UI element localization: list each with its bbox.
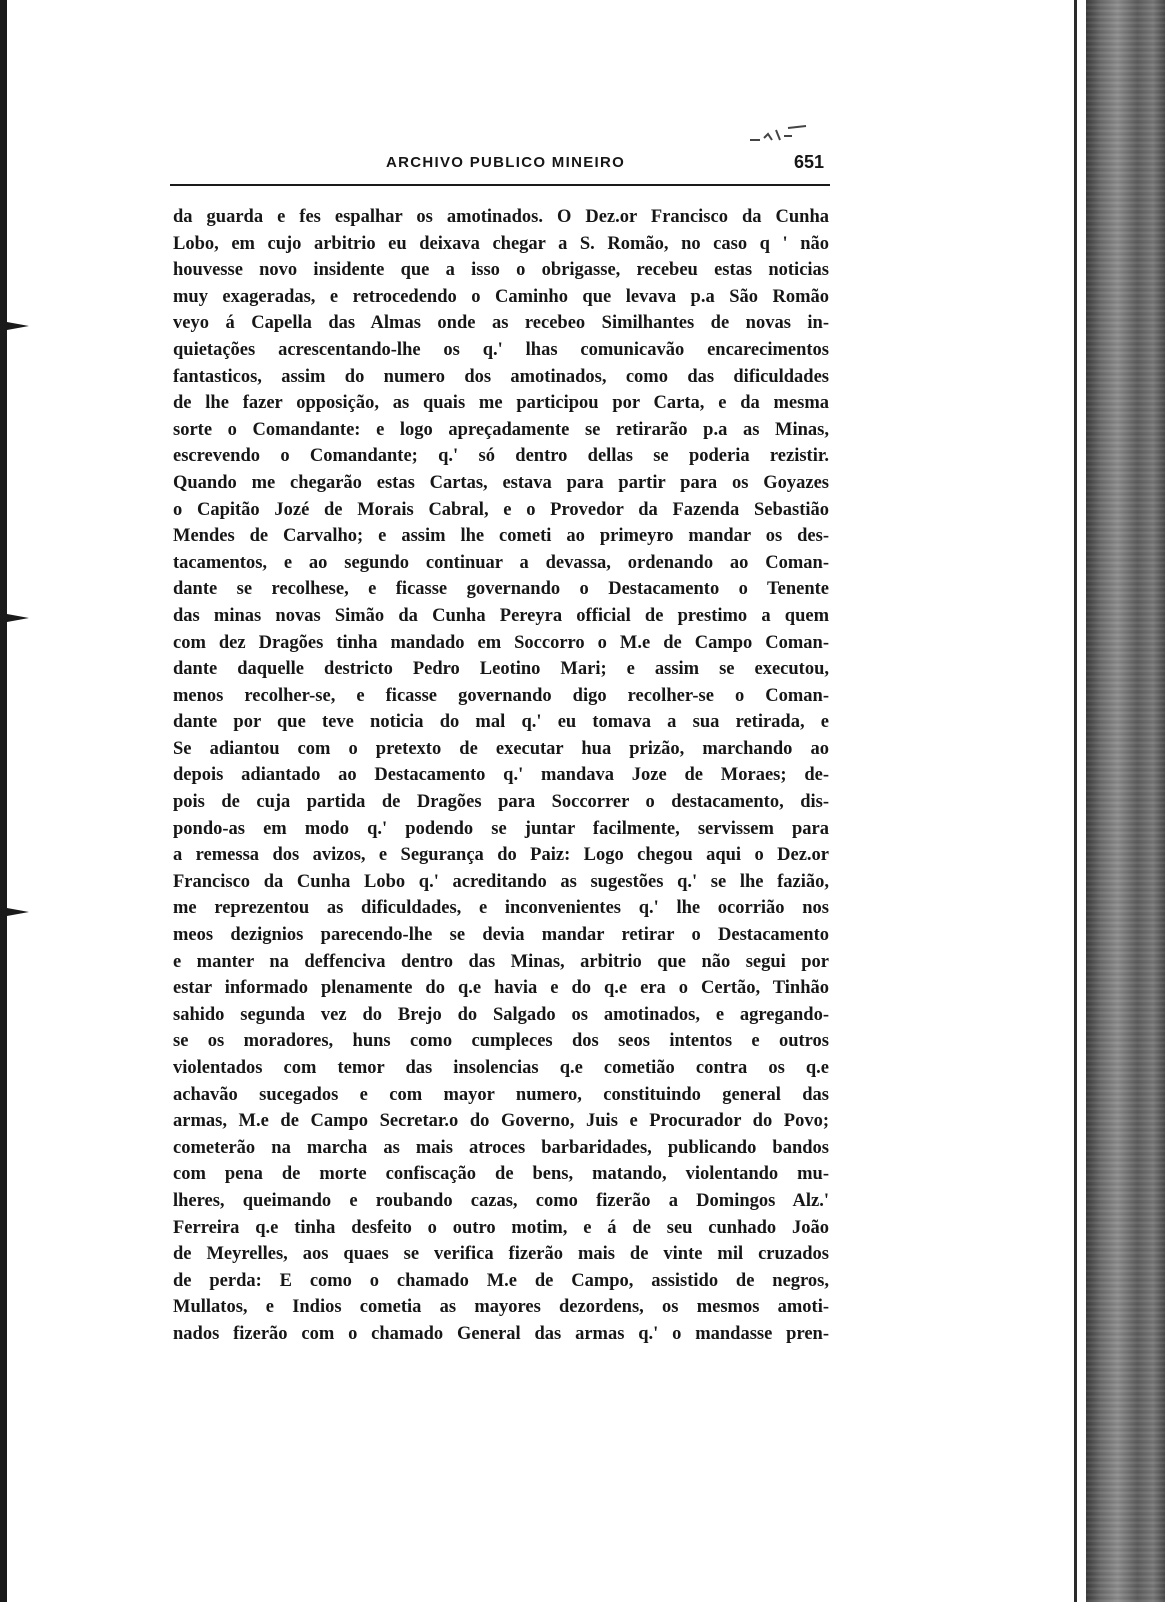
header-rule — [170, 184, 830, 186]
page-header — [170, 150, 828, 180]
text-line: dante se recolhese, e ficasse governando o Destacamento o Tenente — [173, 579, 829, 600]
text-line: se os moradores, huns como cumpleces dos seos intentos e outros — [173, 1031, 829, 1052]
text-line: sahido segunda vez do Brejo do Salgado os amotinados, e agregando- — [173, 1004, 829, 1025]
text-line: achavão sucegados e com mayor numero, constituindo general das — [173, 1084, 829, 1105]
scan-binding-line — [1074, 0, 1077, 1602]
text-line: nados fizerão com o chamado General das armas q.' o mandasse pren- — [173, 1323, 829, 1344]
text-line: Mendes de Carvalho; e assim lhe cometi ao primeyro mandar os des- — [173, 526, 829, 547]
text-line: escrevendo o Comandante; q.' só dentro dellas se poderia rezistir. — [173, 446, 829, 467]
text-line: sorte o Comandante: e logo apreçadamente se retirarão p.a as Minas, — [173, 419, 829, 440]
text-line: a remessa dos avizos, e Segurança do Paiz: Logo chegou aqui o Dez.or — [173, 845, 829, 866]
text-line: tacamentos, e ao segundo continuar a devassa, ordenando ao Coman- — [173, 552, 829, 573]
text-line: de Meyrelles, aos quaes se verifica fizerão mais de vinte mil cruzados — [173, 1244, 829, 1265]
text-line: armas, M.e de Campo Secretar.o do Governo, Juis e Procurador do Povo; — [173, 1111, 829, 1132]
text-line: com pena de morte confiscação de bens, matando, violentando mu- — [173, 1164, 829, 1185]
text-line: houvesse novo insidente que a isso o obrigasse, recebeu estas noticias — [173, 260, 829, 281]
text-line: Francisco da Cunha Lobo q.' acreditando as sugestões q.' se lhe fazião, — [173, 871, 829, 892]
scan-left-edge — [0, 0, 7, 1602]
text-line: pondo-as em modo q.' podendo se juntar facilmente, servissem para — [173, 818, 829, 839]
text-line: com dez Dragões tinha mandado em Soccorro o M.e de Campo Coman- — [173, 632, 829, 653]
text-line: quietações acrescentando-lhe os q.' lhas comunicavão encarecimentos — [173, 339, 829, 360]
text-line: Mullatos, e Indios cometia as mayores dezordens, os mesmos amoti- — [173, 1297, 829, 1318]
text-line: depois adiantado ao Destacamento q.' mandava Joze de Moraes; de- — [173, 765, 829, 786]
text-line: Lobo, em cujo arbitrio eu deixava chegar a S. Romão, no caso q ' não — [173, 233, 829, 254]
text-line: menos recolher-se, e ficasse governando digo recolher-se o Coman- — [173, 685, 829, 706]
text-line: o Capitão Jozé de Morais Cabral, e o Provedor da Fazenda Sebastião — [173, 499, 829, 520]
text-line: cometerão na marcha as mais atroces barbaridades, publicando bandos — [173, 1137, 829, 1158]
text-line: muy exageradas, e retrocedendo o Caminho que levava p.a São Romão — [173, 286, 829, 307]
scan-book-spine — [1086, 0, 1165, 1602]
text-line: pois de cuja partida de Dragões para Soccorrer o destacamento, dis- — [173, 792, 829, 813]
text-line: Se adiantou com o pretexto de executar hua prizão, marchando ao — [173, 738, 829, 759]
text-line: Ferreira q.e tinha desfeito o outro motim, e á de seu cunhado João — [173, 1217, 829, 1238]
text-line: lheres, queimando e roubando cazas, como fizerão a Domingos Alz.' — [173, 1190, 829, 1211]
text-line: meos dezignios parecendo-lhe se devia mandar retirar o Destacamento — [173, 925, 829, 946]
text-line: dante por que teve noticia do mal q.' eu tomava a sua retirada, e — [173, 712, 829, 733]
text-line: e manter na deffenciva dentro das Minas, arbitrio que não segui por — [173, 951, 829, 972]
text-line: de perda: E como o chamado M.e de Campo, assistido de negros, — [173, 1270, 829, 1291]
text-line: violentados com temor das insolencias q.e cometião contra os q.e — [173, 1058, 829, 1078]
pencil-mark — [748, 124, 810, 148]
text-line: veyo á Capella das Almas onde as recebeo Similhantes de novas in- — [173, 313, 829, 334]
body-text — [173, 204, 829, 1348]
text-line: Quando me chegarão estas Cartas, estava para partir para os Goyazes — [173, 472, 829, 493]
margin-tab-marker — [7, 614, 29, 622]
text-line: da guarda e fes espalhar os amotinados. O Dez.or Francisco da Cunha — [173, 207, 829, 227]
text-line: de lhe fazer opposição, as quais me participou por Carta, e da mesma — [173, 393, 829, 414]
page-number: 651 — [793, 152, 824, 172]
text-line: fantasticos, assim do numero dos amotinados, como das dificuldades — [173, 366, 829, 387]
margin-tab-marker — [7, 908, 29, 916]
text-line: das minas novas Simão da Cunha Pereyra official de prestimo a quem — [173, 605, 829, 626]
running-title: ARCHIVO PUBLICO MINEIRO — [386, 154, 626, 171]
margin-tab-marker — [7, 322, 29, 330]
text-line: estar informado plenamente do q.e havia e do q.e era o Certão, Tinhão — [173, 978, 829, 999]
text-line: dante daquelle destricto Pedro Leotino Mari; e assim se executou, — [173, 659, 829, 680]
text-line: me reprezentou as dificuldades, e inconvenientes q.' lhe ocorrião nos — [173, 898, 829, 919]
